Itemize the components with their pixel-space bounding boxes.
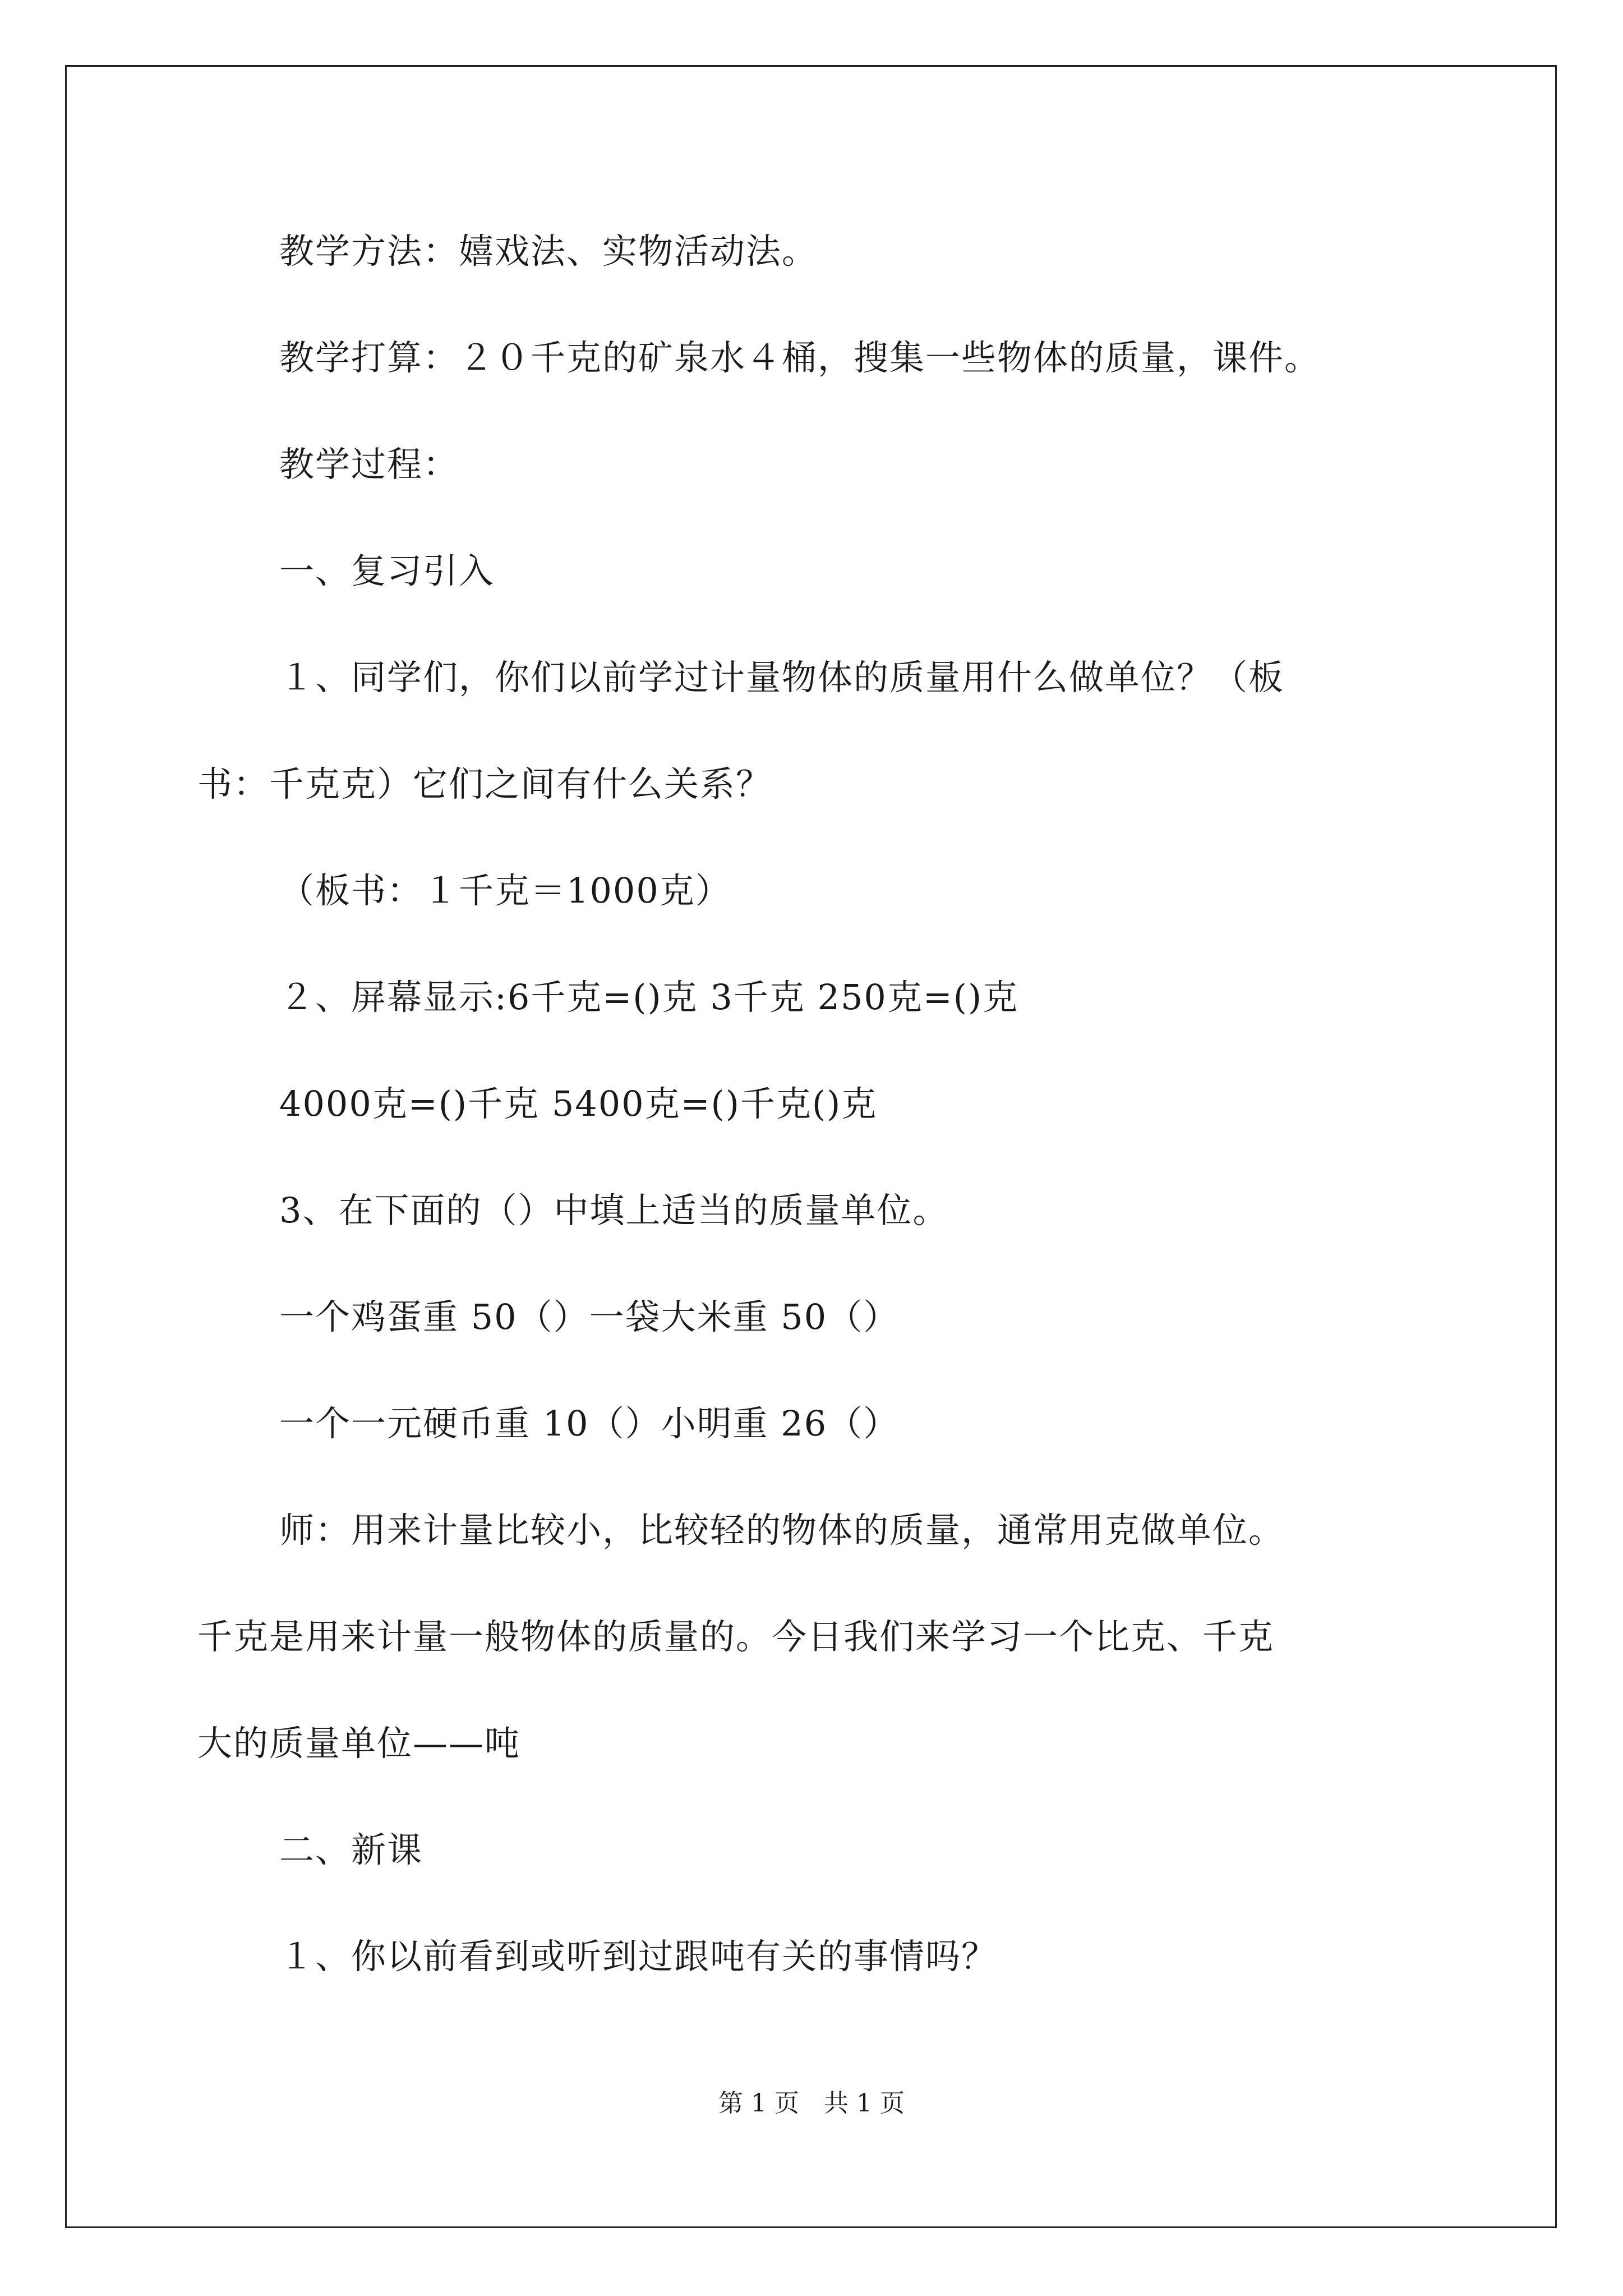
text-line-teacher-note: 师：用来计量比较小，比较轻的物体的质量，通常用克做单位。 [279, 1510, 1285, 1550]
text-line-item1: １、同学们，你们以前学过计量物体的质量用什么做单位？（板 [279, 657, 1285, 698]
section-heading-review: 一、复习引入 [279, 550, 495, 591]
text-line-teacher-note-end: 大的质量单位——吨 [197, 1723, 521, 1764]
text-line-teaching-process: 教学过程： [279, 444, 459, 485]
text-line-item2-continued: 4000克=()千克 5400克=()千克()克 [279, 1083, 878, 1124]
text-line-teaching-preparation: 教学打算：２０千克的矿泉水４桶，搜集一些物体的质量，课件。 [279, 337, 1321, 378]
text-line-item3: 3、在下面的（）中填上适当的质量单位。 [279, 1190, 949, 1231]
section-heading-new-lesson: 二、新课 [279, 1829, 423, 1870]
text-line-board-note: （板书：１千克＝1000克） [279, 870, 731, 911]
text-line-item3-example2: 一个一元硬币重 10（）小明重 26（） [279, 1403, 900, 1444]
text-line-item3-example1: 一个鸡蛋重 50（）一袋大米重 50（） [279, 1296, 900, 1337]
page-border [65, 65, 1557, 2228]
text-line-item1-continued: 书：千克克）它们之间有什么关系？ [197, 763, 772, 804]
text-line-teacher-note-continued: 千克是用来计量一般物体的质量的。今日我们来学习一个比克、千克 [197, 1616, 1275, 1657]
text-line-item2: ２、屏幕显示:6千克=()克 3千克 250克=()克 [279, 977, 1019, 1018]
page-number-footer: 第 1 页 共 1 页 [718, 2089, 905, 2118]
text-line-new-lesson-item1: １、你以前看到或听到过跟吨有关的事情吗？ [279, 1936, 998, 1977]
text-line-teaching-method: 教学方法：嬉戏法、实物活动法。 [279, 231, 818, 272]
